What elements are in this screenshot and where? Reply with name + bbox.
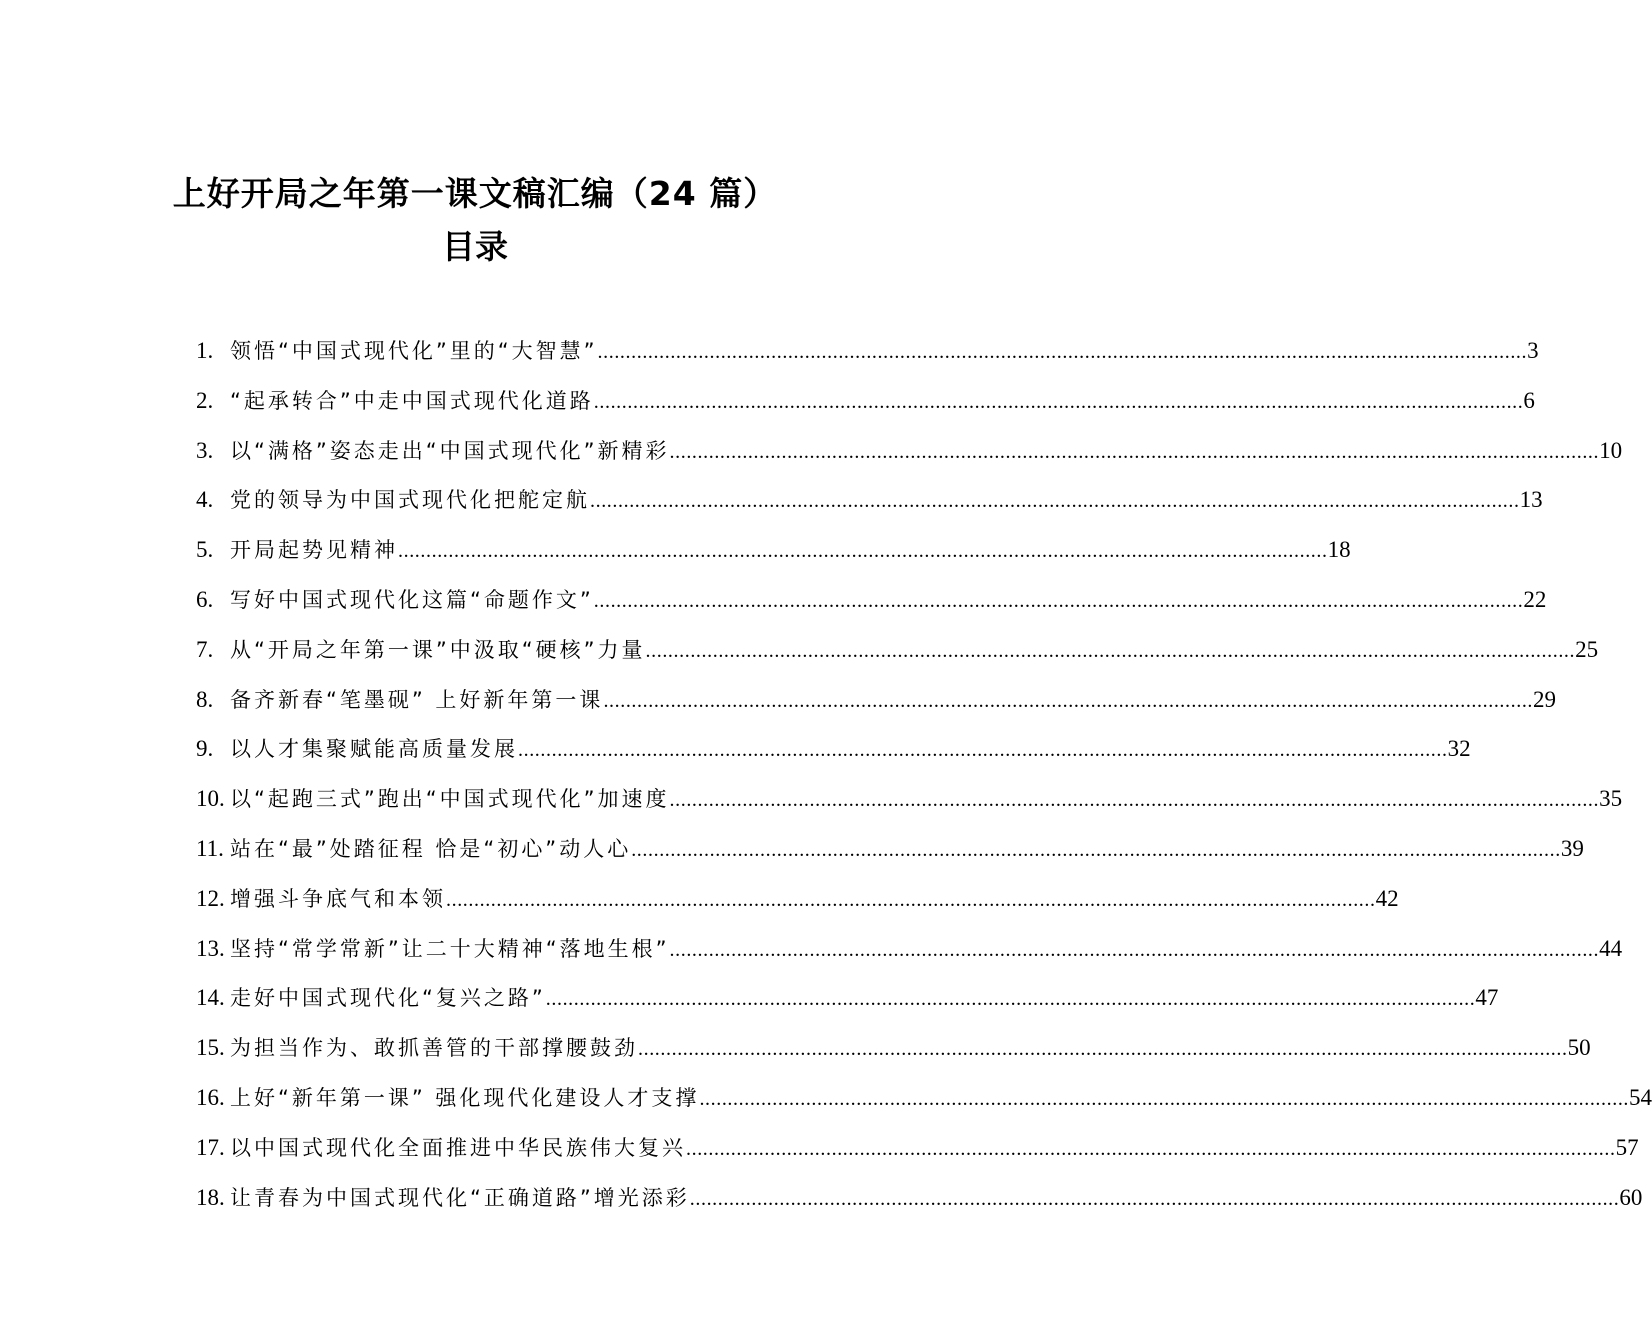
- toc-entry-number: 17.: [196, 1134, 225, 1160]
- toc-entry-title: 坚持“常学常新”让二十大精神“落地生根”: [230, 936, 670, 961]
- toc-entry[interactable]: [196, 1073, 1652, 1123]
- toc-entry-number: 16.: [196, 1084, 225, 1110]
- toc-entry-number: 12.: [196, 885, 225, 911]
- table-of-contents: [196, 326, 1652, 1222]
- toc-heading: 目录: [442, 227, 508, 266]
- toc-dot-leader: [594, 577, 1524, 627]
- toc-dot-leader: [398, 527, 1328, 577]
- toc-entry-page-number: 60: [1619, 1184, 1643, 1210]
- toc-dot-leader: [670, 428, 1600, 478]
- toc-entry-title: 以中国式现代化全面推进中华民族伟大复兴: [230, 1135, 686, 1160]
- toc-dot-leader: [518, 726, 1448, 776]
- toc-entry-title: 以“满格”姿态走出“中国式现代化”新精彩: [230, 438, 670, 463]
- toc-entry-number: 14.: [196, 985, 225, 1011]
- toc-entry[interactable]: [196, 475, 1543, 525]
- toc-entry-title: 增强斗争底气和本领: [230, 886, 446, 911]
- toc-entry-page-number: 6: [1523, 387, 1535, 413]
- toc-dot-leader: [670, 926, 1600, 976]
- toc-entry-title: 以人才集聚赋能高质量发展: [230, 737, 518, 762]
- toc-entry-page-number: 35: [1599, 786, 1623, 812]
- toc-entry-page-number: 44: [1599, 935, 1623, 961]
- toc-entry-page-number: 25: [1575, 636, 1599, 662]
- toc-entry[interactable]: [196, 824, 1584, 874]
- toc-entry-number: 7.: [196, 636, 214, 662]
- toc-entry-page-number: 42: [1375, 885, 1399, 911]
- toc-dot-leader: [603, 677, 1533, 727]
- toc-entry-title: 走好中国式现代化“复兴之路”: [230, 986, 546, 1011]
- toc-entry-title: 从“开局之年第一课”中汲取“硬核”力量: [230, 637, 646, 662]
- toc-entry[interactable]: [196, 675, 1557, 725]
- toc-entry[interactable]: [196, 874, 1399, 924]
- toc-entry-number: 8.: [196, 686, 214, 712]
- toc-entry[interactable]: [196, 973, 1499, 1023]
- toc-entry-title: 备齐新春“笔墨砚” 上好新年第一课: [230, 687, 604, 712]
- toc-entry-title: 站在“最”处踏征程 恰是“初心”动人心: [230, 836, 632, 861]
- toc-dot-leader: [598, 328, 1528, 378]
- toc-entry-page-number: 57: [1615, 1134, 1639, 1160]
- toc-entry[interactable]: [196, 1123, 1639, 1173]
- toc-entry-number: 10.: [196, 786, 225, 812]
- toc-entry[interactable]: [196, 1173, 1643, 1223]
- toc-dot-leader: [638, 1025, 1568, 1075]
- toc-entry[interactable]: [196, 326, 1539, 376]
- toc-entry[interactable]: [196, 625, 1599, 675]
- toc-dot-leader: [699, 1075, 1629, 1125]
- toc-entry-title: 党的领导为中国式现代化把舵定航: [230, 488, 590, 513]
- toc-entry-number: 13.: [196, 935, 225, 961]
- toc-dot-leader: [594, 378, 1524, 428]
- toc-entry[interactable]: [196, 575, 1547, 625]
- toc-entry-page-number: 22: [1523, 586, 1547, 612]
- toc-entry[interactable]: [196, 1023, 1591, 1073]
- toc-entry-page-number: 47: [1475, 985, 1499, 1011]
- toc-dot-leader: [546, 975, 1476, 1025]
- toc-entry-title: 写好中国式现代化这篇“命题作文”: [230, 587, 594, 612]
- toc-entry-page-number: 32: [1447, 736, 1471, 762]
- toc-entry-number: 1.: [196, 338, 214, 363]
- toc-entry[interactable]: [196, 525, 1351, 575]
- toc-entry-title: 以“起跑三式”跑出“中国式现代化”加速度: [230, 787, 670, 812]
- toc-entry-number: 4.: [196, 487, 214, 513]
- toc-entry-title: 为担当作为、敢抓善管的干部撑腰鼓劲: [230, 1036, 638, 1061]
- toc-entry-page-number: 50: [1567, 1035, 1591, 1061]
- toc-entry-number: 18.: [196, 1184, 225, 1210]
- toc-entry-number: 15.: [196, 1035, 225, 1061]
- toc-entry-title: 领悟“中国式现代化”里的“大智慧”: [230, 339, 598, 363]
- toc-entry-title: 让青春为中国式现代化“正确道路”增光添彩: [230, 1185, 690, 1210]
- toc-entry[interactable]: [196, 426, 1623, 476]
- toc-entry[interactable]: [196, 924, 1623, 974]
- toc-dot-leader: [690, 1175, 1620, 1225]
- toc-entry-page-number: 10: [1599, 437, 1623, 463]
- toc-entry[interactable]: [196, 724, 1471, 774]
- toc-entry-number: 11.: [196, 835, 224, 861]
- toc-entry-number: 9.: [196, 736, 214, 762]
- toc-entry-page-number: 18: [1327, 537, 1351, 563]
- toc-entry-page-number: 13: [1519, 487, 1543, 513]
- toc-dot-leader: [631, 826, 1561, 876]
- toc-entry-page-number: 29: [1533, 686, 1557, 712]
- toc-dot-leader: [686, 1125, 1616, 1175]
- toc-entry[interactable]: [196, 376, 1535, 426]
- document-title: 上好开局之年第一课文稿汇编（24 篇）: [172, 174, 778, 213]
- toc-entry-number: 5.: [196, 537, 214, 563]
- toc-entry-number: 6.: [196, 586, 214, 612]
- toc-dot-leader: [670, 776, 1600, 826]
- toc-entry-number: 2.: [196, 387, 214, 413]
- toc-entry-page-number: 54: [1629, 1084, 1652, 1110]
- toc-entry-title: “起承转合”中走中国式现代化道路: [230, 388, 594, 413]
- toc-entry-page-number: 39: [1560, 835, 1584, 861]
- toc-entry-title: 上好“新年第一课” 强化现代化建设人才支撑: [230, 1085, 700, 1110]
- toc-entry-number: 3.: [196, 437, 214, 463]
- toc-dot-leader: [590, 477, 1520, 527]
- toc-entry-title: 开局起势见精神: [230, 538, 398, 563]
- toc-entry[interactable]: [196, 774, 1623, 824]
- toc-entry-page-number: 3: [1527, 338, 1539, 363]
- toc-dot-leader: [646, 627, 1576, 677]
- toc-dot-leader: [446, 876, 1376, 926]
